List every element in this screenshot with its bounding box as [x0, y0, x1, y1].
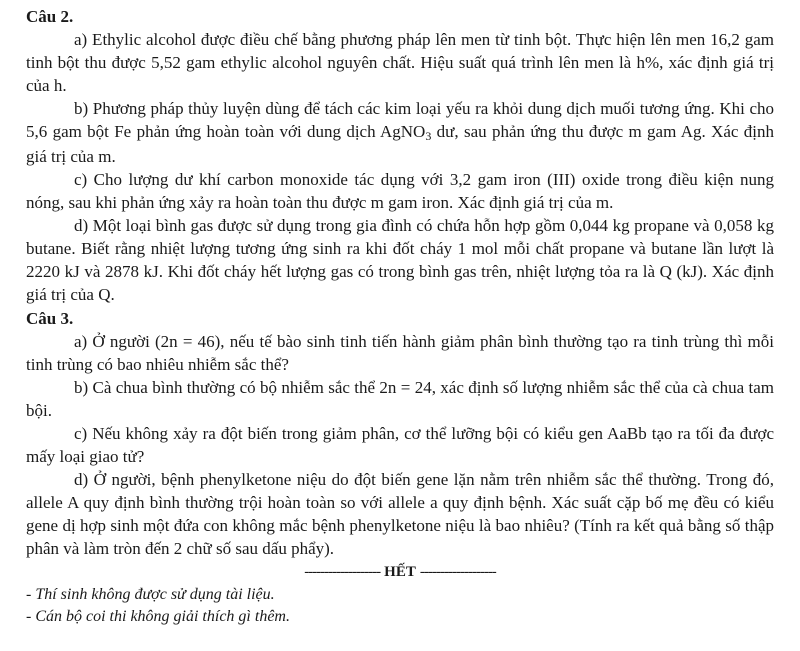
question-3d: d) Ở người, bệnh phenylketone niệu do đột biến gene lặn nằm trên nhiễm sắc thể thường. Trong đó, allele A quy định bình thường trội hoàn toàn so với allele a quy định bệnh. Xác suất cặp bố mẹ đều có kiểu gene dị hợp sinh một đứa con không mắc bệnh phenylketone niệu là bao nhiêu? (Tính ra kết quả bằng số thập phân và làm tròn đến 2 chữ số sau dấu phẩy). [26, 470, 774, 558]
question-2a: a) Ethylic alcohol được điều chế bằng phương pháp lên men từ tinh bột. Thực hiện lên men 16,2 gam tinh bột thu được 5,52 gam ethylic alcohol nguyên chất. Hiệu suất quá trình lên men là h%, xác định giá trị của h. [26, 30, 774, 95]
question-3c: c) Nếu không xảy ra đột biến trong giảm phân, cơ thể lưỡng bội có kiểu gen AaBb tạo ra tối đa được mấy loại giao tử? [26, 424, 774, 466]
question-3b: b) Cà chua bình thường có bộ nhiễm sắc thể 2n = 24, xác định số lượng nhiễm sắc thể của cà chua tam bội. [26, 378, 774, 420]
end-word: HẾT [384, 564, 416, 580]
end-dashes-right: ------------------- [419, 564, 496, 580]
question-2b [26, 97, 774, 168]
footer-note-1: - Thí sinh không được sử dụng tài liệu. [26, 586, 275, 603]
question-2b-text-1: b) Phương pháp thủy luyện dùng để tách các kim loại yếu ra khỏi dung dịch muối tương ứng. Khi cho 5,6 gam bột Fe phản ứng hoàn toàn với dung dịch AgNO [26, 99, 774, 141]
footer-note-2: - Cán bộ coi thi không giải thích gì thêm. [26, 608, 290, 625]
question-2-title: Câu 2. [26, 7, 74, 26]
question-3a: a) Ở người (2n = 46), nếu tế bào sinh tinh tiến hành giảm phân bình thường tạo ra tinh trùng thì mỗi tinh trùng có bao nhiêu nhiễm sắc thể? [26, 332, 774, 374]
question-2c: c) Cho lượng dư khí carbon monoxide tác dụng với 3,2 gam iron (III) oxide trong điều kiện nung nóng, sau khi phản ứng xảy ra hoàn toàn thu được m gam iron. Xác định giá trị của m. [26, 170, 774, 212]
end-dashes-left: ------------------- [304, 564, 381, 580]
question-2b-subscript: 3 [425, 129, 432, 143]
question-2d: d) Một loại bình gas được sử dụng trong gia đình có chứa hỗn hợp gồm 0,044 kg propane và 0,058 kg butane. Biết rằng nhiệt lượng tương ứng sinh ra khi đốt cháy 1 mol mỗi chất propane và butane lần lượt là 2220 kJ và 2878 kJ. Khi đốt cháy hết lượng gas có trong bình gas trên, nhiệt lượng tỏa ra là Q (kJ). Xác định giá trị của Q. [26, 216, 774, 304]
question-3-title: Câu 3. [26, 309, 74, 328]
question-2b-text-2: dư, sau phản ứng thu được m gam Ag. Xác định giá trị của m. [26, 122, 774, 166]
end-marker [26, 562, 774, 582]
